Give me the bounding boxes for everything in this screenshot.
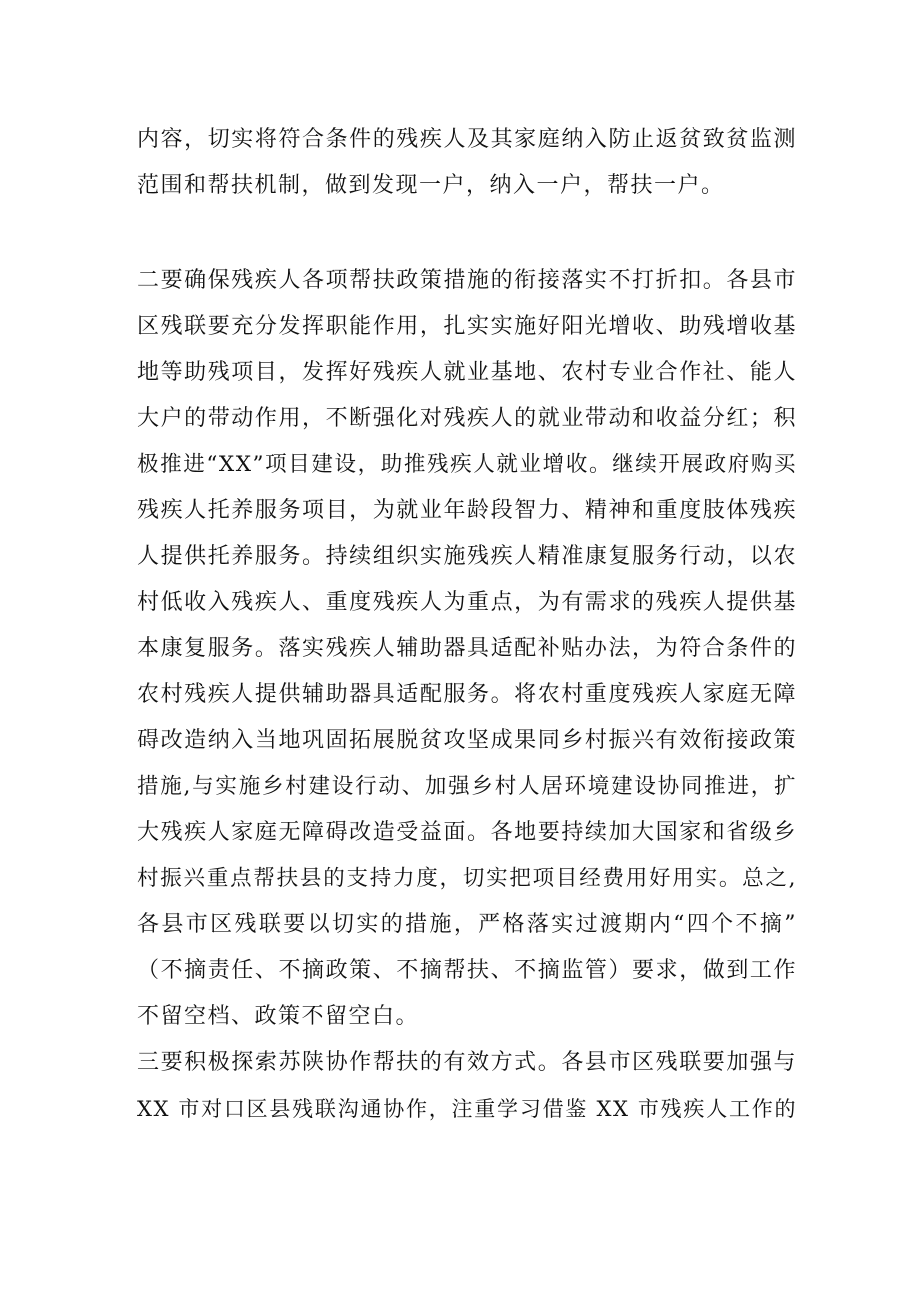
text-line: 人提供托养服务。持续组织实施残疾人精准康复服务行动，以农 bbox=[137, 544, 797, 569]
text-line: 范围和帮扶机制，做到发现一户，纳入一户，帮扶一户。 bbox=[137, 173, 725, 198]
text-line: 二要确保残疾人各项帮扶政策措施的衔接落实不打折扣。各县市 bbox=[137, 268, 797, 293]
text-line: 农村残疾人提供辅助器具适配服务。将农村重度残疾人家庭无障 bbox=[137, 682, 797, 707]
text-line: 内容，切实将符合条件的残疾人及其家庭纳入防止返贫致贫监测 bbox=[137, 127, 797, 152]
text-line: XX 市对口区县残联沟通协作，注重学习借鉴 XX 市残疾人工作的 bbox=[137, 1097, 797, 1121]
text-line: 大残疾人家庭无障碍改造受益面。各地要持续加大国家和省级乡 bbox=[137, 820, 797, 845]
text-line: 残疾人托养服务项目，为就业年龄段智力、精神和重度肢体残疾 bbox=[137, 498, 797, 523]
text-line: 村低收入残疾人、重度残疾人为重点，为有需求的残疾人提供基 bbox=[137, 590, 797, 615]
text-line: 三要积极探索苏陕协作帮扶的有效方式。各县市区残联要加强与 bbox=[137, 1050, 797, 1075]
text-line: 地等助残项目，发挥好残疾人就业基地、农村专业合作社、能人 bbox=[137, 360, 797, 385]
text-line: 碍改造纳入当地巩固拓展脱贫攻坚成果同乡村振兴有效衔接政策 bbox=[137, 728, 797, 753]
text-line: （不摘责任、不摘政策、不摘帮扶、不摘监管）要求，做到工作 bbox=[137, 958, 797, 983]
text-line: 本康复服务。落实残疾人辅助器具适配补贴办法，为符合条件的 bbox=[137, 636, 797, 661]
text-line: 不留空档、政策不留空白。 bbox=[137, 1004, 420, 1029]
text-line: 村振兴重点帮扶县的支持力度，切实把项目经费用好用实。总之, bbox=[137, 866, 797, 891]
text-line: 各县市区残联要以切实的措施，严格落实过渡期内“四个不摘” bbox=[137, 912, 797, 937]
text-line: 极推进“XX”项目建设，助推残疾人就业增收。继续开展政府购买 bbox=[137, 452, 797, 477]
text-line: 大户的带动作用，不断强化对残疾人的就业带动和收益分红；积 bbox=[137, 406, 797, 431]
text-line: 措施,与实施乡村建设行动、加强乡村人居环境建设协同推进，扩 bbox=[137, 774, 797, 799]
text-line: 区残联要充分发挥职能作用，扎实实施好阳光增收、助残增收基 bbox=[137, 314, 797, 339]
